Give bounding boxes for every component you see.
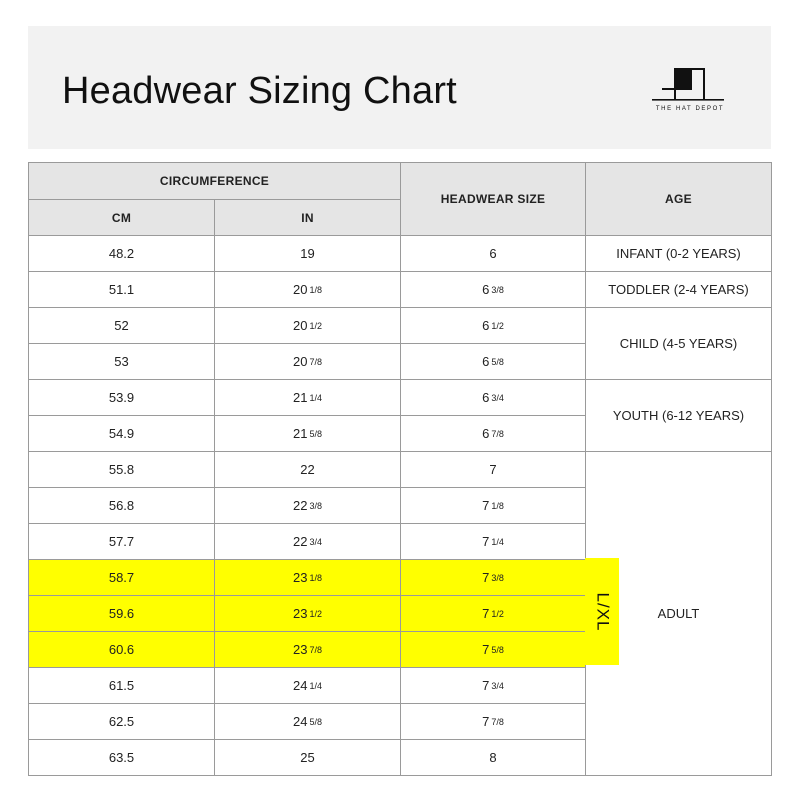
- in-cell: [214, 631, 401, 668]
- size-cell-whole: 6: [482, 426, 490, 441]
- header-headwear-size: HEADWEAR SIZE: [400, 162, 586, 236]
- lxl-size-label: [585, 558, 619, 665]
- age-cell: INFANT (0-2 YEARS): [585, 235, 772, 272]
- size-cell-fraction: 3/8: [491, 572, 504, 583]
- size-cell: [400, 487, 586, 524]
- in-cell-fraction: 1/2: [309, 320, 322, 331]
- in-cell: [214, 271, 401, 308]
- cm-cell: 54.9: [28, 415, 215, 452]
- size-cell: [400, 559, 586, 596]
- size-cell-fraction: 1/4: [491, 536, 504, 547]
- size-cell-whole: 7: [482, 498, 490, 513]
- cm-cell: 60.6: [28, 631, 215, 668]
- lxl-text: L/XL: [593, 592, 613, 631]
- cm-cell: 58.7: [28, 559, 215, 596]
- cm-cell: 51.1: [28, 271, 215, 308]
- age-cell: CHILD (4-5 YEARS): [585, 307, 772, 380]
- cm-cell: 53.9: [28, 379, 215, 416]
- cm-cell: 61.5: [28, 667, 215, 704]
- size-cell-fraction: 5/8: [491, 356, 504, 367]
- size-cell-fraction: 7/8: [491, 716, 504, 727]
- size-cell: [400, 595, 586, 632]
- in-cell-fraction: 5/8: [309, 716, 322, 727]
- sizing-table: [28, 162, 771, 775]
- in-cell-fraction: 3/4: [309, 536, 322, 547]
- size-cell: [400, 415, 586, 452]
- in-cell-whole: 25: [300, 750, 315, 765]
- chart-header: [28, 26, 771, 149]
- size-cell-fraction: 7/8: [491, 428, 504, 439]
- in-cell: [214, 451, 401, 488]
- size-cell: [400, 703, 586, 740]
- size-cell-fraction: 5/8: [491, 644, 504, 655]
- size-cell-fraction: 1/8: [491, 500, 504, 511]
- in-cell-fraction: 1/4: [309, 392, 322, 403]
- size-cell-fraction: 3/4: [491, 392, 504, 403]
- cm-cell: 59.6: [28, 595, 215, 632]
- in-cell-fraction: 1/2: [309, 608, 322, 619]
- in-cell-fraction: 1/8: [309, 572, 322, 583]
- hat-depot-logo-icon: [652, 64, 724, 104]
- in-cell: [214, 487, 401, 524]
- size-cell: [400, 235, 586, 272]
- in-cell-whole: 20: [293, 354, 308, 369]
- size-cell: [400, 343, 586, 380]
- logo-text: THE HAT DEPOT: [655, 106, 725, 112]
- in-cell-fraction: 1/8: [309, 284, 322, 295]
- in-cell: [214, 703, 401, 740]
- in-cell: [214, 307, 401, 344]
- size-cell-whole: 6: [482, 282, 490, 297]
- size-cell-whole: 6: [482, 390, 490, 405]
- size-cell: [400, 307, 586, 344]
- in-cell: [214, 415, 401, 452]
- cm-cell: 52: [28, 307, 215, 344]
- in-cell-whole: 23: [293, 570, 308, 585]
- size-cell-whole: 7: [489, 462, 497, 477]
- size-cell: [400, 523, 586, 560]
- in-cell-whole: 21: [293, 426, 308, 441]
- size-cell-whole: 6: [489, 246, 497, 261]
- in-cell-fraction: 5/8: [309, 428, 322, 439]
- in-cell: [214, 235, 401, 272]
- in-cell-whole: 21: [293, 390, 308, 405]
- age-cell: YOUTH (6-12 YEARS): [585, 379, 772, 452]
- in-cell: [214, 523, 401, 560]
- header-age: AGE: [585, 162, 772, 236]
- age-cell: TODDLER (2-4 YEARS): [585, 271, 772, 308]
- size-cell: [400, 451, 586, 488]
- size-cell-whole: 7: [482, 570, 490, 585]
- in-cell-whole: 23: [293, 642, 308, 657]
- size-cell-fraction: 1/2: [491, 608, 504, 619]
- size-cell: [400, 739, 586, 776]
- size-cell-whole: 6: [482, 354, 490, 369]
- size-cell-fraction: 1/2: [491, 320, 504, 331]
- in-cell-whole: 22: [293, 534, 308, 549]
- in-cell-fraction: 1/4: [309, 680, 322, 691]
- in-cell-whole: 22: [293, 498, 308, 513]
- in-cell: [214, 667, 401, 704]
- in-cell: [214, 379, 401, 416]
- header-cm: CM: [28, 199, 215, 236]
- in-cell-whole: 20: [293, 318, 308, 333]
- in-cell-whole: 20: [293, 282, 308, 297]
- size-cell-whole: 8: [489, 750, 497, 765]
- cm-cell: 63.5: [28, 739, 215, 776]
- in-cell-whole: 22: [300, 462, 315, 477]
- size-cell-whole: 6: [482, 318, 490, 333]
- in-cell-whole: 23: [293, 606, 308, 621]
- size-cell-whole: 7: [482, 642, 490, 657]
- size-cell-whole: 7: [482, 714, 490, 729]
- in-cell: [214, 343, 401, 380]
- in-cell: [214, 595, 401, 632]
- size-cell-whole: 7: [482, 606, 490, 621]
- header-circumference: CIRCUMFERENCE: [28, 162, 401, 200]
- in-cell-fraction: 7/8: [309, 356, 322, 367]
- cm-cell: 57.7: [28, 523, 215, 560]
- size-cell: [400, 667, 586, 704]
- cm-cell: 48.2: [28, 235, 215, 272]
- in-cell-whole: 24: [293, 714, 308, 729]
- size-cell: [400, 631, 586, 668]
- in-cell: [214, 559, 401, 596]
- size-cell-whole: 7: [482, 678, 490, 693]
- cm-cell: 53: [28, 343, 215, 380]
- header-in: IN: [214, 199, 401, 236]
- age-cell: ADULT: [585, 451, 772, 776]
- cm-cell: 62.5: [28, 703, 215, 740]
- size-cell-fraction: 3/4: [491, 680, 504, 691]
- in-cell: [214, 739, 401, 776]
- size-cell-fraction: 3/8: [491, 284, 504, 295]
- brand-logo: [652, 64, 724, 124]
- size-cell: [400, 271, 586, 308]
- size-cell: [400, 379, 586, 416]
- cm-cell: 55.8: [28, 451, 215, 488]
- in-cell-whole: 24: [293, 678, 308, 693]
- in-cell-whole: 19: [300, 246, 315, 261]
- page-title: Headwear Sizing Chart: [62, 70, 457, 112]
- in-cell-fraction: 7/8: [309, 644, 322, 655]
- in-cell-fraction: 3/8: [309, 500, 322, 511]
- cm-cell: 56.8: [28, 487, 215, 524]
- size-cell-whole: 7: [482, 534, 490, 549]
